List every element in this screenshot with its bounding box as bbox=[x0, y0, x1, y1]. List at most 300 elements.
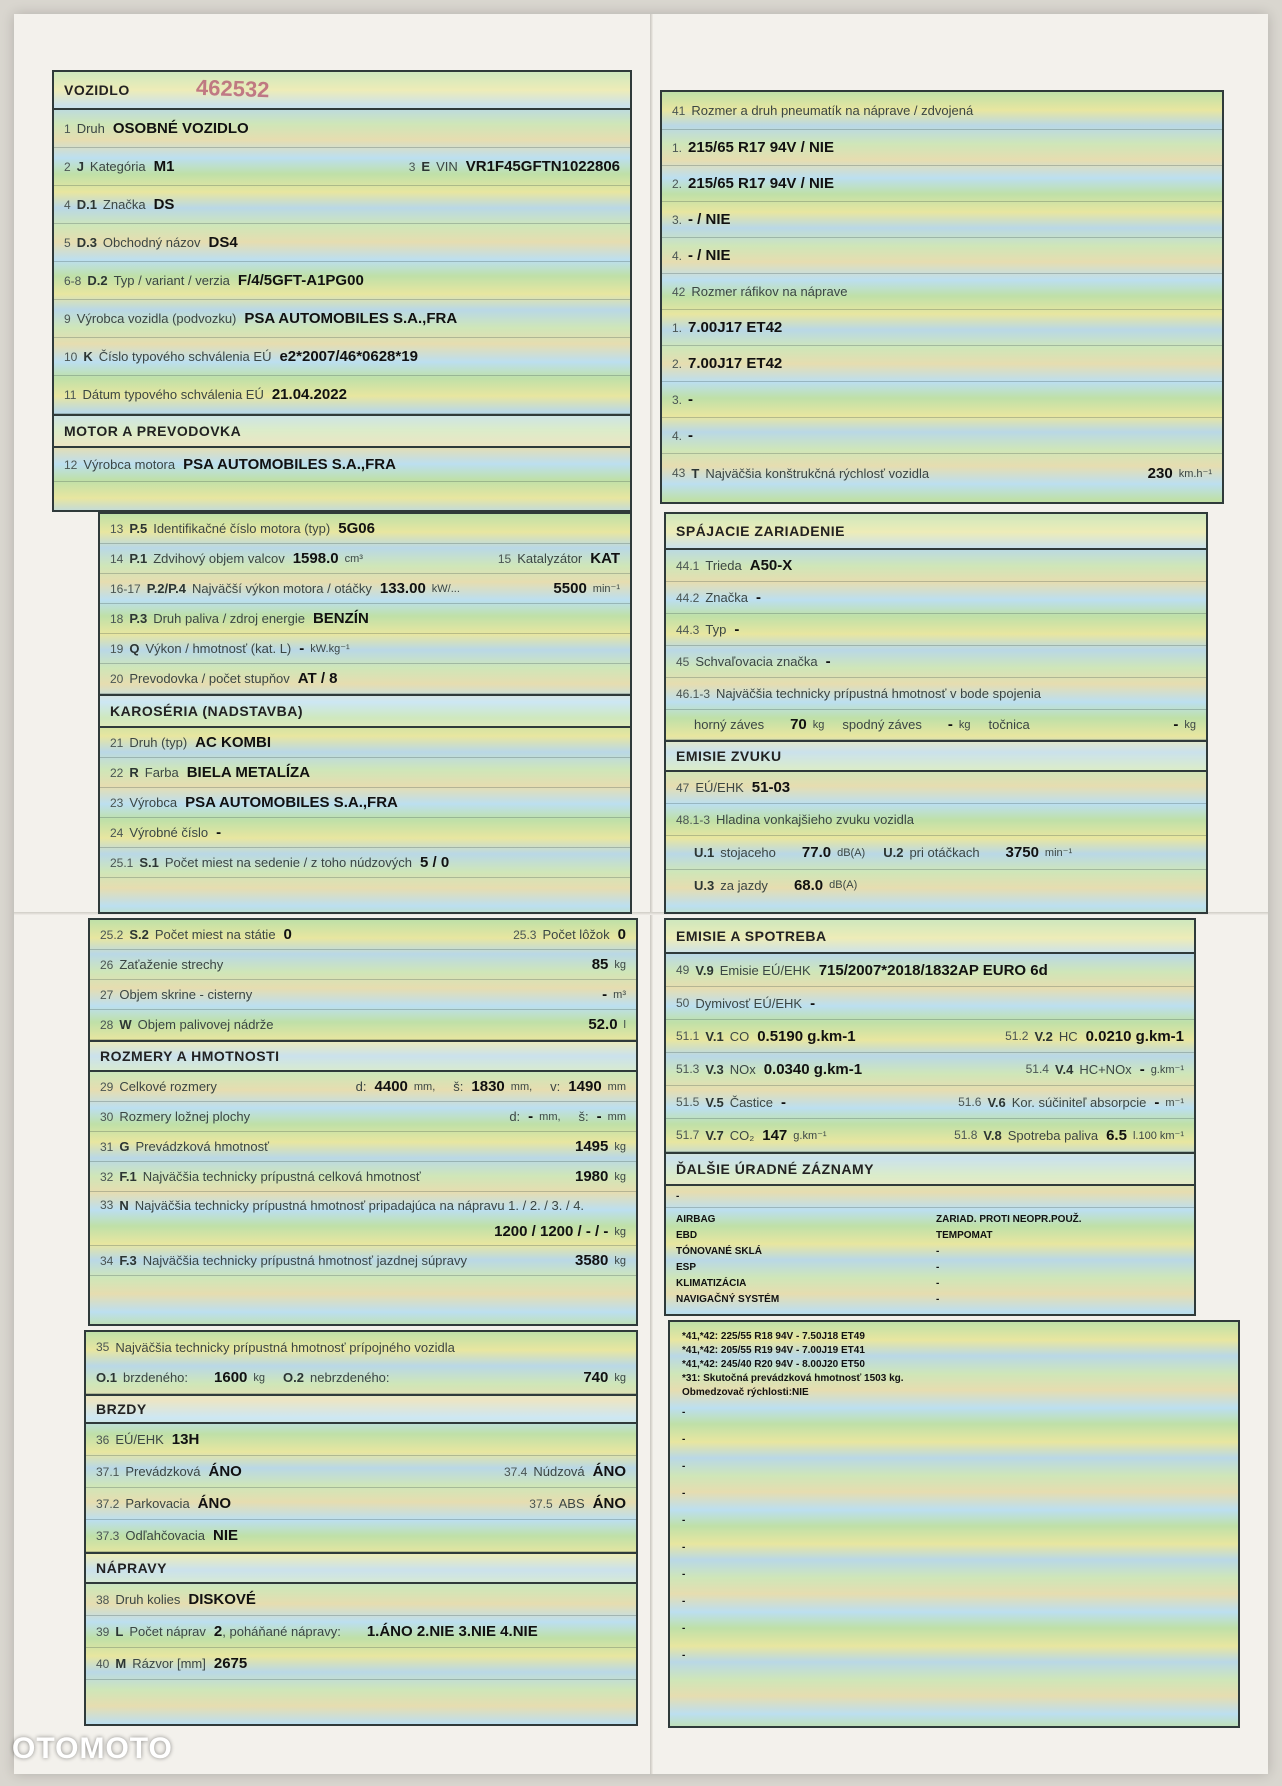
fold-crease-vertical bbox=[650, 14, 653, 1774]
row-48.1-3 bbox=[666, 804, 1206, 836]
row-label: Dátum typového schválenia EÚ bbox=[82, 387, 264, 402]
row-34 bbox=[90, 1246, 636, 1276]
row-21 bbox=[100, 728, 630, 758]
row-value: 2675 bbox=[213, 1655, 248, 1672]
row-number: 47 bbox=[676, 780, 690, 795]
row-value: 7.00J17 ET42 bbox=[688, 319, 783, 336]
row-label: Identifikačné číslo motora (typ) bbox=[153, 521, 331, 536]
row-label: Druh paliva / zdroj energie bbox=[153, 611, 305, 626]
row-label: Prevádzková hmotnosť bbox=[135, 1139, 269, 1154]
row-11 bbox=[54, 376, 630, 414]
section-header-rozmery: ROZMERY A HMOTNOSTI bbox=[90, 1040, 636, 1072]
row-code: D.3 bbox=[76, 235, 97, 250]
section-header-emisie-zvuku: EMISIE ZVUKU bbox=[666, 740, 1206, 772]
row-label-2: HC+NOx bbox=[1079, 1061, 1132, 1077]
row-code-2: V.8 bbox=[983, 1127, 1002, 1143]
row-value-2: VR1F45GFTN1022806 bbox=[465, 158, 620, 175]
dim-d-unit: mm, bbox=[413, 1080, 436, 1093]
row-label: Najväčšia technicky prípustná hmotnosť pripadajúca na nápravu 1. / 2. / 3. / 4. bbox=[134, 1197, 585, 1213]
row-value: DS bbox=[153, 196, 175, 213]
row-value: - bbox=[602, 986, 608, 1003]
row-unit-2: l.100 km⁻¹ bbox=[1132, 1129, 1184, 1142]
row-number: 37.3 bbox=[96, 1528, 120, 1543]
row-number: 21 bbox=[110, 735, 124, 750]
row-value: 0 bbox=[283, 926, 292, 943]
napravy-rows bbox=[86, 1584, 636, 1680]
row-value: ÁNO bbox=[208, 1463, 242, 1480]
row-label-2: ABS bbox=[558, 1496, 585, 1511]
rozmery-rows bbox=[90, 1072, 636, 1276]
panel-pneumatiky bbox=[660, 90, 1224, 504]
row-unit: g.km⁻¹ bbox=[793, 1129, 827, 1142]
karoseria-rows bbox=[100, 728, 630, 878]
row-value: - bbox=[734, 621, 740, 638]
row-32 bbox=[90, 1162, 636, 1192]
row-label: Typ bbox=[705, 622, 727, 637]
row-value: AC KOMBI bbox=[195, 734, 271, 751]
row-35: 35 Najväčšia technicky prípustná hmotnosť prípojného vozidla bbox=[96, 1339, 455, 1355]
row-number-2: 51.4 bbox=[1025, 1062, 1049, 1076]
row-label: Odľahčovacia bbox=[125, 1528, 206, 1543]
row-2. bbox=[662, 346, 1222, 382]
row-number: 19 bbox=[110, 641, 124, 656]
row-value-2: KAT bbox=[590, 550, 620, 567]
row-unit: kg bbox=[614, 1140, 626, 1153]
panel-poznamky bbox=[668, 1320, 1240, 1728]
row-value: 85 bbox=[591, 956, 609, 973]
row-value: 0.0340 g.km-1 bbox=[763, 1060, 863, 1078]
dash-line: - bbox=[682, 1623, 686, 1634]
row-number: 20 bbox=[110, 671, 124, 686]
row-label: CO bbox=[729, 1028, 750, 1044]
row-value: 7.00J17 ET42 bbox=[688, 355, 783, 372]
row-value: 1980 bbox=[575, 1168, 609, 1185]
row-code: W bbox=[119, 1017, 132, 1032]
row-1. bbox=[662, 310, 1222, 346]
row-value-2: 0.0210 g.km-1 bbox=[1085, 1027, 1184, 1045]
row-value: 1200 / 1200 / - / - bbox=[494, 1223, 609, 1240]
row-label: Zaťaženie strechy bbox=[119, 957, 224, 972]
row-value: 5 / 0 bbox=[420, 854, 450, 871]
row-38 bbox=[86, 1584, 636, 1616]
row-value: - bbox=[688, 427, 694, 444]
row-value: NIE bbox=[213, 1527, 239, 1544]
row-13 bbox=[100, 514, 630, 544]
row-number: 2. bbox=[672, 356, 683, 371]
row-4 bbox=[54, 186, 630, 224]
row-value: - bbox=[825, 653, 831, 670]
row-value: - / NIE bbox=[688, 247, 731, 264]
row-code: V.1 bbox=[705, 1028, 724, 1044]
row-37.1 bbox=[86, 1456, 636, 1488]
row-2 bbox=[54, 148, 630, 186]
row-label: Častice bbox=[729, 1094, 774, 1110]
row-unit-2: min⁻¹ bbox=[592, 583, 620, 595]
row-number: 29 bbox=[100, 1079, 114, 1094]
row-20 bbox=[100, 664, 630, 694]
row-value: 147 bbox=[762, 1126, 788, 1144]
row-number: 18 bbox=[110, 611, 124, 626]
dim-d-label: d: bbox=[509, 1109, 521, 1124]
row-code: S.2 bbox=[129, 927, 149, 942]
section-header-brzdy: BRZDY bbox=[86, 1394, 636, 1424]
row-label: Prevodovka / počet stupňov bbox=[129, 671, 290, 686]
row-value-2: - bbox=[1154, 1093, 1160, 1111]
row-code: S.1 bbox=[139, 855, 159, 870]
row-label: Výrobné číslo bbox=[129, 825, 209, 840]
row-code: L bbox=[115, 1624, 124, 1639]
row-9 bbox=[54, 300, 630, 338]
row-value: 1598.0 bbox=[292, 550, 339, 567]
extra-right-item: TEMPOMAT bbox=[936, 1230, 993, 1241]
row-number: 4. bbox=[672, 428, 683, 443]
row-4. bbox=[662, 418, 1222, 454]
row-label: Prevádzková bbox=[125, 1464, 201, 1479]
row-label: Druh (typ) bbox=[129, 735, 188, 750]
spajacie-rows bbox=[666, 550, 1206, 710]
row-value-2: 0 bbox=[617, 926, 626, 943]
row-number: 40 bbox=[96, 1656, 110, 1671]
tyre-rows bbox=[662, 130, 1222, 274]
emisie-rows bbox=[666, 954, 1194, 1152]
row-number: 14 bbox=[110, 551, 124, 566]
row-39 bbox=[86, 1616, 636, 1648]
row-number: 5 bbox=[64, 235, 71, 250]
row-45 bbox=[666, 646, 1206, 678]
extras-block bbox=[666, 1208, 1194, 1316]
row-label: EÚ/EHK bbox=[695, 780, 744, 795]
row-unit: kg bbox=[614, 1225, 626, 1238]
row-number: 10 bbox=[64, 349, 78, 364]
row-number: 44.2 bbox=[676, 590, 700, 605]
row-1 bbox=[54, 110, 630, 148]
dash-line: - bbox=[682, 1407, 686, 1418]
row-number-2: 51.8 bbox=[954, 1128, 978, 1142]
dash-line: - bbox=[682, 1542, 686, 1553]
row-value: 1495 bbox=[575, 1138, 609, 1155]
dim-v-unit: mm bbox=[607, 1080, 626, 1093]
row-value: 3580 bbox=[575, 1252, 609, 1269]
row-code: F.3 bbox=[119, 1253, 137, 1268]
row-label: Parkovacia bbox=[125, 1496, 190, 1511]
row-number: 22 bbox=[110, 765, 124, 780]
row-value: 21.04.2022 bbox=[271, 386, 347, 403]
row-number: 49 bbox=[676, 963, 690, 977]
row-label: Rozmery ložnej plochy bbox=[119, 1109, 251, 1124]
row-label: EÚ/EHK bbox=[115, 1432, 164, 1447]
row-unit: kg bbox=[614, 1170, 626, 1183]
row-label: NOx bbox=[729, 1061, 756, 1077]
row-value: A50-X bbox=[749, 557, 793, 574]
row-number: 1. bbox=[672, 320, 683, 335]
row-label: Značka bbox=[102, 197, 146, 212]
row-label: Druh bbox=[76, 121, 105, 136]
row-code: M bbox=[115, 1656, 127, 1671]
row-value: 52.0 bbox=[588, 1016, 618, 1033]
dash-line: - bbox=[682, 1650, 686, 1661]
row-4. bbox=[662, 238, 1222, 274]
row-value: PSA AUTOMOBILES S.A.,FRA bbox=[185, 794, 398, 811]
dim-s-unit: mm bbox=[607, 1110, 626, 1123]
dash-lines bbox=[670, 1406, 1238, 1676]
row-label: Obchodný názov bbox=[102, 235, 201, 250]
row-value: - bbox=[688, 391, 694, 408]
dim-s-unit: mm, bbox=[510, 1080, 533, 1093]
dim-s-value: 1830 bbox=[471, 1078, 505, 1095]
row-50 bbox=[666, 987, 1194, 1020]
row-value: 5G06 bbox=[338, 520, 375, 537]
row-value: 715/2007*2018/1832AP EURO 6d bbox=[818, 961, 1048, 979]
row-label: Farba bbox=[144, 765, 179, 780]
row-code: V.3 bbox=[705, 1061, 724, 1077]
row-22 bbox=[100, 758, 630, 788]
row-code: D.1 bbox=[76, 197, 97, 212]
dash-line: - bbox=[682, 1569, 686, 1580]
row-number: 1. bbox=[672, 140, 683, 155]
row-number: 36 bbox=[96, 1432, 110, 1447]
extra-left-item: AIRBAG bbox=[676, 1214, 716, 1225]
row-label: Najväčšia technicky prípustná hmotnosť jazdnej súpravy bbox=[142, 1253, 467, 1268]
row-51.3 bbox=[666, 1053, 1194, 1086]
row-unit: kW/... bbox=[431, 582, 460, 595]
row-label-2: HC bbox=[1058, 1028, 1078, 1044]
row-number: 31 bbox=[100, 1139, 114, 1154]
row-41: 41 Rozmer a druh pneumatík na náprave / zdvojená bbox=[662, 92, 1222, 130]
row-number-2: 15 bbox=[497, 551, 512, 566]
row-number: 4. bbox=[672, 248, 683, 263]
row-48a: U.1 stojaceho 77.0 dB(A) U.2 pri otáčkach 3750 min⁻¹ bbox=[666, 836, 1206, 870]
row-number: 3. bbox=[672, 392, 683, 407]
extras-dash-row: - bbox=[666, 1186, 1194, 1208]
dim-v-label: v: bbox=[550, 1079, 561, 1094]
row-3. bbox=[662, 202, 1222, 238]
panel-spajacie-zvuk bbox=[664, 512, 1208, 914]
row-48b: U.3 za jazdy 68.0 dB(A) bbox=[694, 876, 858, 894]
row-value: M1 bbox=[153, 158, 175, 175]
extra-right-item: - bbox=[936, 1246, 940, 1257]
row-1. bbox=[662, 130, 1222, 166]
row-label-2: Kor. súčiniteľ absorpcie bbox=[1011, 1094, 1147, 1110]
row-value: F/4/5GFT-A1PG00 bbox=[237, 272, 364, 289]
row-number: 4 bbox=[64, 197, 71, 212]
row-number: 39 bbox=[96, 1624, 110, 1639]
brzdy-rows bbox=[86, 1424, 636, 1552]
row-label: Výkon / hmotnosť (kat. L) bbox=[145, 641, 292, 656]
row-value: 133.00 bbox=[379, 580, 426, 597]
row-26 bbox=[90, 950, 636, 980]
row-number: 24 bbox=[110, 825, 124, 840]
row-value: 2 bbox=[213, 1623, 223, 1640]
row-44.3 bbox=[666, 614, 1206, 646]
row-value: - bbox=[216, 824, 222, 841]
section-header-motor: MOTOR A PREVODOVKA bbox=[54, 414, 630, 448]
row-2. bbox=[662, 166, 1222, 202]
section-header-vozidlo: VOZIDLO bbox=[54, 72, 630, 110]
extras-right bbox=[936, 1214, 1082, 1310]
extra-left-item: EBD bbox=[676, 1230, 698, 1241]
row-value: - bbox=[299, 640, 305, 657]
row-code: F.1 bbox=[119, 1169, 137, 1184]
row-6-8 bbox=[54, 262, 630, 300]
row-label: Trieda bbox=[705, 558, 742, 573]
row-label: Počet náprav bbox=[129, 1624, 206, 1639]
row-code: P.1 bbox=[129, 551, 148, 566]
row-33-label bbox=[90, 1192, 636, 1218]
row-number: 1 bbox=[64, 121, 71, 136]
panel-rozmery bbox=[88, 918, 638, 1326]
row-number: 44.3 bbox=[676, 622, 700, 637]
row-label: Značka bbox=[705, 590, 748, 605]
row-number: 25.2 bbox=[100, 927, 124, 942]
seats-rows bbox=[90, 920, 636, 1040]
row-label: Výrobca vozidla (podvozku) bbox=[76, 311, 237, 326]
row-36 bbox=[86, 1424, 636, 1456]
row-label: Zdvihový objem valcov bbox=[153, 551, 285, 566]
row-42: 42 Rozmer ráfikov na náprave bbox=[662, 274, 1222, 310]
row-12: 12 Výrobca motora PSA AUTOMOBILES S.A.,FRA bbox=[54, 448, 630, 482]
row-33-values bbox=[90, 1218, 636, 1246]
row-number: 33 bbox=[100, 1198, 114, 1212]
row-37.2 bbox=[86, 1488, 636, 1520]
row-40 bbox=[86, 1648, 636, 1680]
row-31 bbox=[90, 1132, 636, 1162]
note-line: Obmedzovač rýchlosti:NIE bbox=[682, 1387, 809, 1398]
row-51.5 bbox=[666, 1086, 1194, 1119]
row-29 bbox=[90, 1072, 636, 1102]
row-5 bbox=[54, 224, 630, 262]
row-27 bbox=[90, 980, 636, 1010]
row-number: 16-17 bbox=[110, 581, 141, 596]
row-value: BIELA METALÍZA bbox=[186, 764, 311, 781]
row-number: 37.1 bbox=[96, 1464, 120, 1479]
row-label-2: VIN bbox=[436, 159, 458, 174]
row-44.1 bbox=[666, 550, 1206, 582]
zvuk-rows bbox=[666, 772, 1206, 836]
row-value: 215/65 R17 94V / NIE bbox=[688, 139, 834, 156]
row-value: e2*2007/46*0628*19 bbox=[279, 348, 418, 365]
row-value: ÁNO bbox=[197, 1495, 232, 1512]
row-value-2: ÁNO bbox=[592, 1463, 626, 1480]
row-number-2: 37.5 bbox=[529, 1496, 553, 1511]
dash-line: - bbox=[682, 1515, 686, 1526]
row-label: Typ / variant / verzia bbox=[113, 273, 230, 288]
row-value-2: - bbox=[1139, 1060, 1145, 1078]
row-code: P.5 bbox=[129, 521, 148, 536]
vozidlo-rows bbox=[54, 110, 630, 414]
row-number-2: 37.4 bbox=[503, 1464, 528, 1479]
row-51.7 bbox=[666, 1119, 1194, 1152]
row-code: J bbox=[76, 159, 84, 174]
row-37.3 bbox=[86, 1520, 636, 1552]
panel-vozidlo bbox=[52, 70, 632, 512]
row-35-values: O.1 brzdeného: 1600 kg O.2 nebrzdeného: 740 kg bbox=[86, 1362, 636, 1394]
row-label: Kategória bbox=[89, 159, 146, 174]
row-23 bbox=[100, 788, 630, 818]
row-number: 37.2 bbox=[96, 1496, 120, 1511]
row-number: 48.1-3 bbox=[676, 812, 711, 827]
row-label: Počet miest na sedenie / z toho núdzových bbox=[164, 855, 413, 870]
dash-line: - bbox=[682, 1488, 686, 1499]
dash-line: - bbox=[682, 1596, 686, 1607]
row-label: CO₂ bbox=[729, 1127, 755, 1143]
notes-block bbox=[670, 1322, 1238, 1406]
section-header-napravy: NÁPRAVY bbox=[86, 1552, 636, 1584]
row-value: AT / 8 bbox=[297, 670, 338, 687]
row-code: V.7 bbox=[705, 1127, 724, 1143]
row-number: 51.1 bbox=[676, 1029, 700, 1043]
row-label: Objem skrine - cisterny bbox=[119, 987, 253, 1002]
row-unit: kg bbox=[614, 958, 626, 971]
row-code: K bbox=[83, 349, 93, 364]
row-label: Objem palivovej nádrže bbox=[137, 1017, 274, 1032]
note-line: *41,*42: 205/55 R19 94V - 7.00J19 ET41 bbox=[682, 1345, 865, 1356]
row-44.2 bbox=[666, 582, 1206, 614]
row-value: - / NIE bbox=[688, 211, 731, 228]
row-value-2: 6.5 bbox=[1106, 1126, 1127, 1144]
row-unit: kg bbox=[614, 1254, 626, 1267]
row-code-2: V.4 bbox=[1054, 1061, 1074, 1077]
row-30 bbox=[90, 1102, 636, 1132]
row-47 bbox=[666, 772, 1206, 804]
row-number: 9 bbox=[64, 311, 71, 326]
row-value: 0.5190 g.km-1 bbox=[757, 1027, 856, 1045]
row-number: 45 bbox=[676, 654, 690, 669]
row-number: 11 bbox=[64, 387, 77, 402]
extra-right-item: ZARIAD. PROTI NEOPR.POUŽ. bbox=[936, 1214, 1082, 1225]
row-number: 51.7 bbox=[676, 1128, 700, 1142]
dim-d-value: 4400 bbox=[374, 1078, 408, 1095]
row-label: Dymivosť EÚ/EHK bbox=[695, 995, 803, 1011]
row-49 bbox=[666, 954, 1194, 987]
row-number: 46.1-3 bbox=[676, 686, 711, 701]
dim-d-unit: mm, bbox=[539, 1110, 561, 1123]
row-value: DISKOVÉ bbox=[188, 1591, 256, 1608]
row-label-2: Spotreba paliva bbox=[1007, 1127, 1099, 1143]
row-28 bbox=[90, 1010, 636, 1040]
note-line: *41,*42: 245/40 R20 94V - 8.00J20 ET50 bbox=[682, 1359, 865, 1370]
motor-rows bbox=[100, 514, 630, 694]
rim-rows bbox=[662, 310, 1222, 454]
row-value: 215/65 R17 94V / NIE bbox=[688, 175, 834, 192]
row-number-2: 25.3 bbox=[513, 927, 537, 942]
dash-line: - bbox=[682, 1461, 686, 1472]
row-number: 30 bbox=[100, 1109, 114, 1124]
row-code: P.2/P.4 bbox=[146, 581, 186, 596]
row-value: - bbox=[756, 589, 761, 606]
row-label: Celkové rozmery bbox=[119, 1079, 217, 1094]
row-label: Emisie EÚ/EHK bbox=[719, 962, 811, 978]
row-code: V.9 bbox=[695, 962, 714, 978]
row-number: 32 bbox=[100, 1169, 114, 1184]
row-label-2: Katalyzátor bbox=[517, 551, 583, 566]
extra-right-item: - bbox=[936, 1294, 940, 1305]
row-code: Q bbox=[129, 641, 140, 656]
section-header-emisie-spotreba: EMISIE A SPOTREBA bbox=[666, 920, 1194, 954]
row-value-2: 5500 bbox=[553, 580, 587, 597]
row-number-2: 3 bbox=[408, 159, 416, 174]
row-number: 28 bbox=[100, 1017, 114, 1032]
section-header-karoseria: KAROSÉRIA (NADSTAVBA) bbox=[100, 694, 630, 728]
row-unit: cm³ bbox=[344, 552, 363, 565]
row-label: Druh kolies bbox=[115, 1592, 181, 1607]
row-number: 2. bbox=[672, 176, 683, 191]
row-19 bbox=[100, 634, 630, 664]
row-label: Výrobca bbox=[129, 795, 178, 810]
row-unit: kW.kg⁻¹ bbox=[310, 643, 350, 655]
row-unit-2: m⁻¹ bbox=[1165, 1096, 1184, 1109]
row-number: 51.5 bbox=[676, 1095, 700, 1109]
row-value: 13H bbox=[171, 1431, 200, 1448]
